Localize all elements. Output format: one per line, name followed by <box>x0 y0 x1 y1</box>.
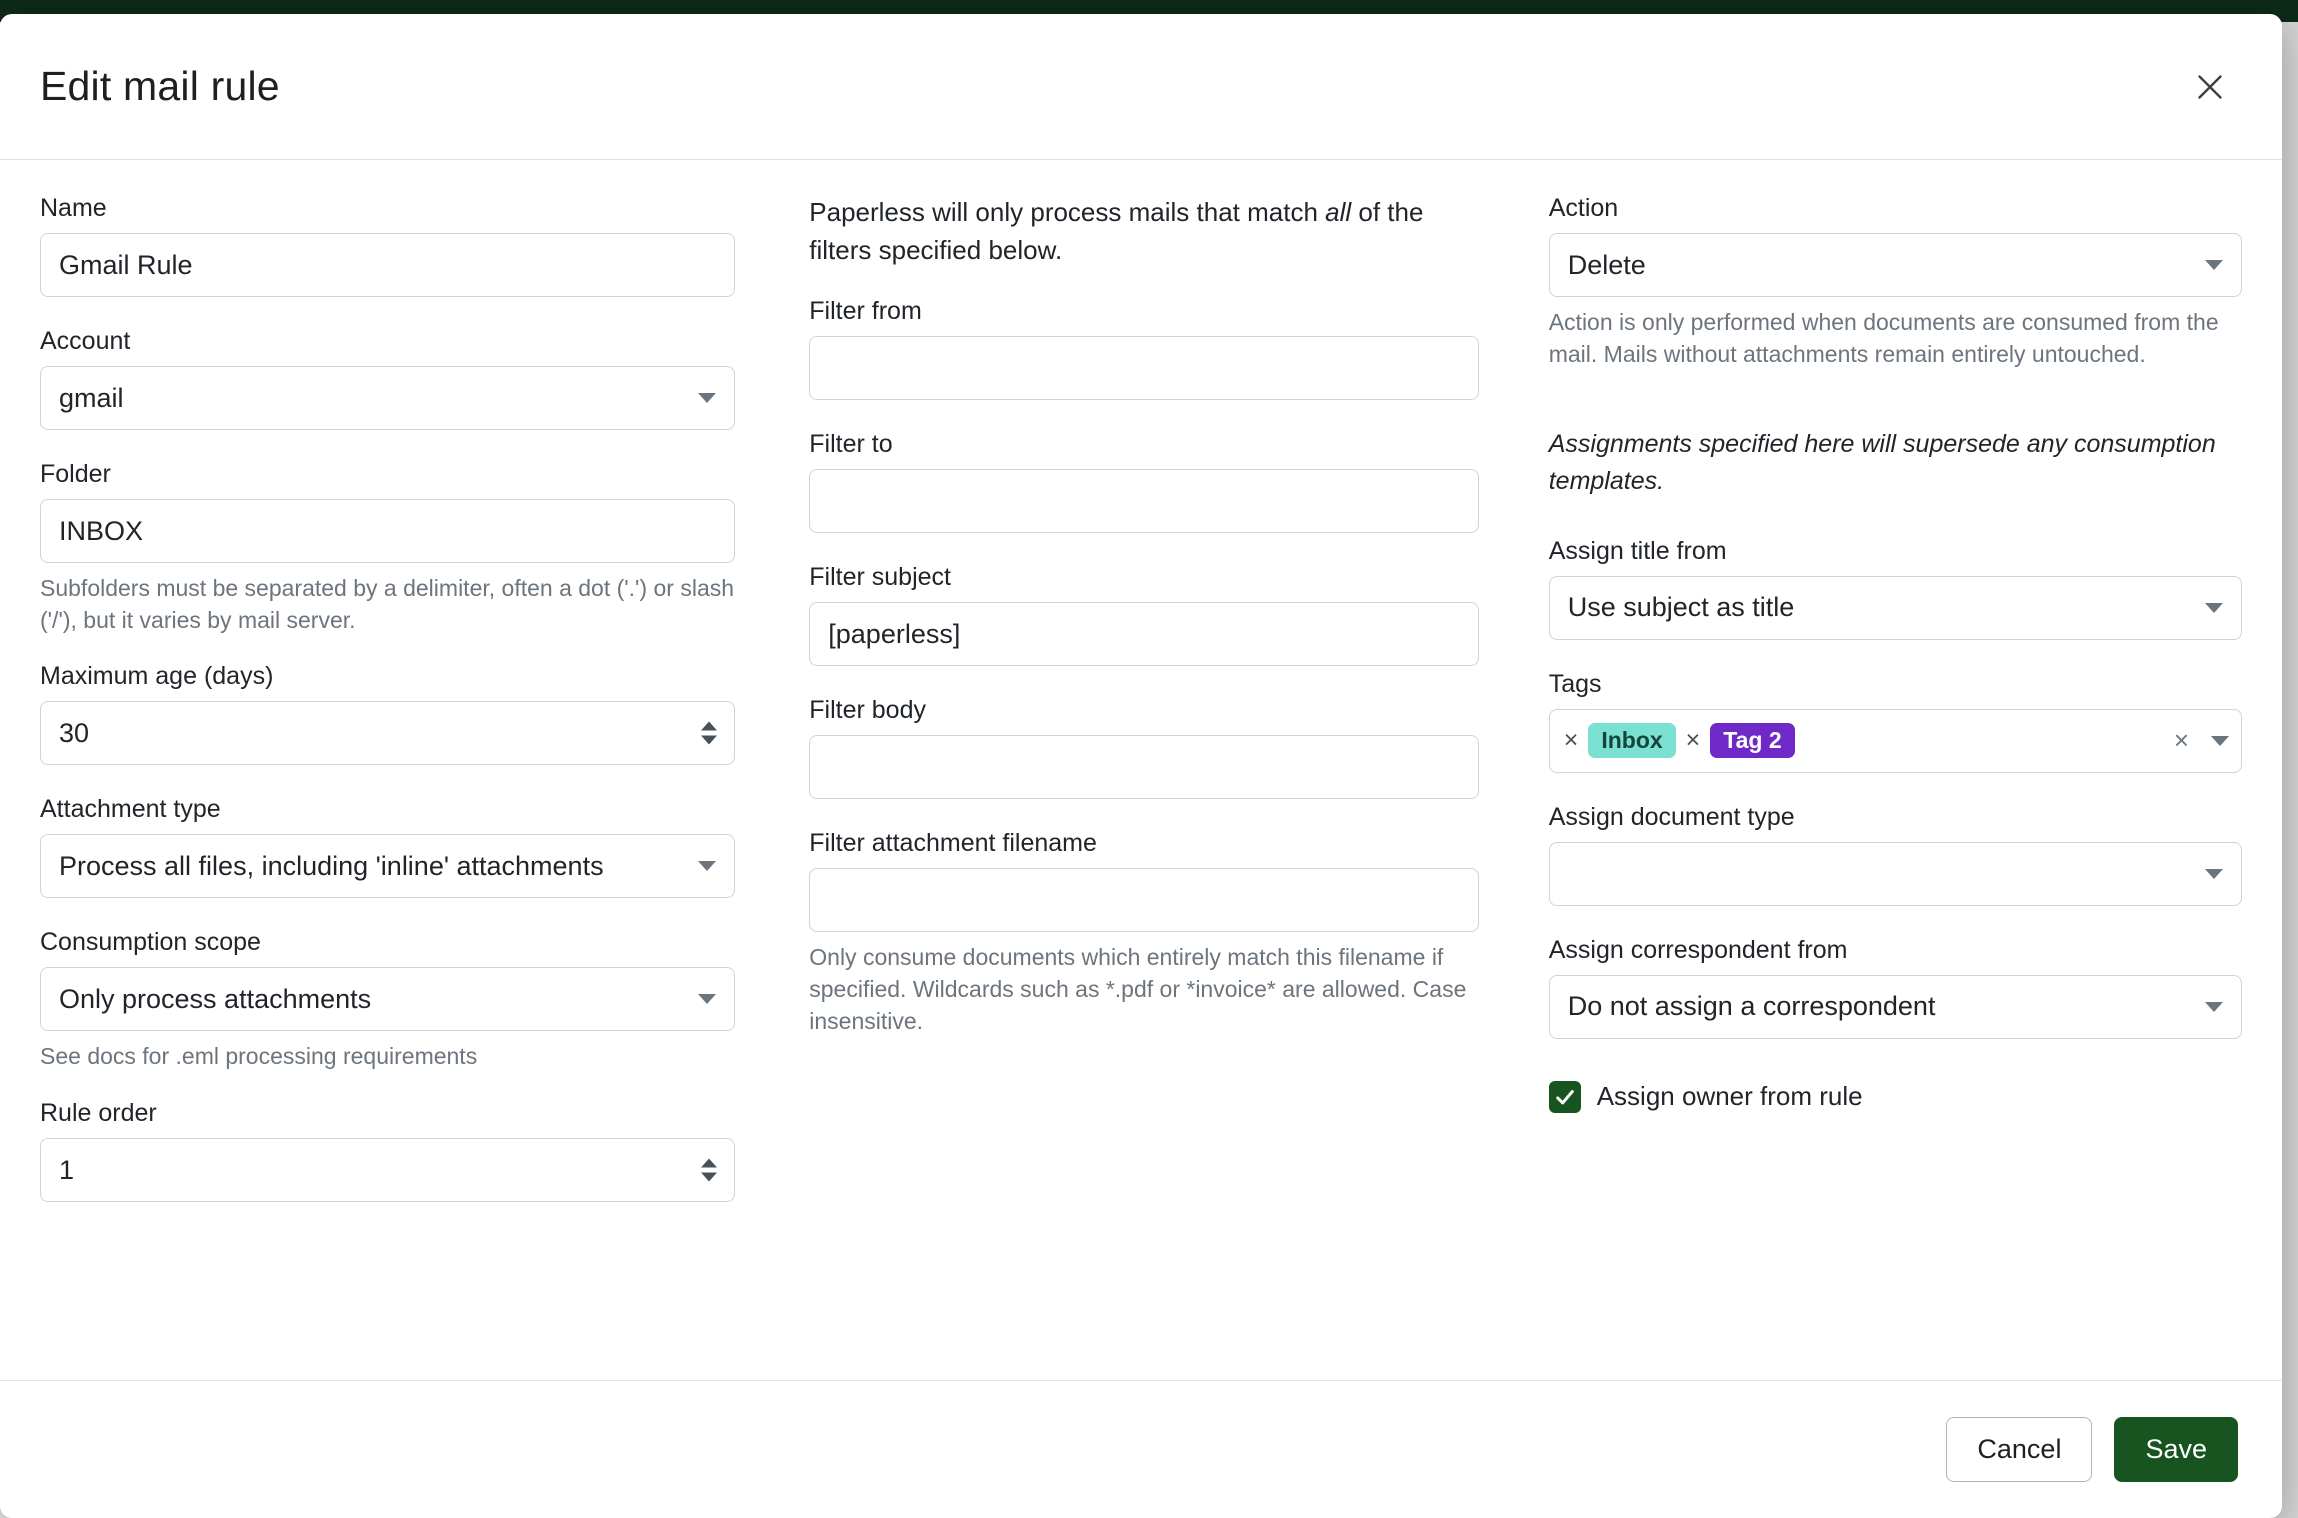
consumption-scope-value: Only process attachments <box>59 983 372 1014</box>
folder-label: Folder <box>40 460 111 488</box>
maximum-age-input[interactable] <box>40 701 735 765</box>
assign-owner-checkbox[interactable] <box>1549 1081 1581 1113</box>
stepper-down-icon[interactable] <box>701 1173 717 1182</box>
dialog-body <box>0 160 2282 1380</box>
assignments-note: Assignments specified here will supersede any consumption templates. <box>1548 430 2216 495</box>
filter-subject-label: Filter subject <box>809 563 951 592</box>
maximum-age-stepper[interactable] <box>701 722 717 745</box>
rule-order-input[interactable] <box>40 1138 735 1202</box>
chevron-down-icon <box>698 861 716 871</box>
assign-correspondent-from-label: Assign correspondent from <box>1548 935 1848 964</box>
consumption-scope-select[interactable] <box>40 967 735 1031</box>
attachment-type-label: Attachment type <box>40 795 221 824</box>
check-icon <box>1554 1086 1576 1108</box>
action-select[interactable] <box>1549 233 2242 297</box>
field-consumption-scope <box>40 928 735 1073</box>
consumption-scope-label: Consumption scope <box>40 928 261 957</box>
field-rule-order <box>40 1099 735 1202</box>
folder-help-text: Subfolders must be separated by a delimiter, often a dot ('.') or slash ('/'), but it varies by mail server. <box>40 575 735 633</box>
field-assign-title-from <box>1549 537 2242 640</box>
filter-attachment-help-text: Only consume documents which entirely match this filename if specified. Wildcards such as *.pdf or *invoice* are allowed. Case insensitive. <box>809 944 1467 1034</box>
filter-from-input[interactable] <box>809 336 1478 400</box>
clear-tags-icon[interactable]: × <box>2173 725 2189 756</box>
assign-correspondent-from-value: Do not assign a correspondent <box>1567 991 1936 1022</box>
field-filter-to <box>809 430 1478 533</box>
assign-owner-row[interactable] <box>1549 1081 2242 1113</box>
field-assign-correspondent-from <box>1549 936 2242 1039</box>
name-label: Name <box>40 194 107 222</box>
chevron-down-icon <box>698 994 716 1004</box>
cancel-button[interactable]: Cancel <box>1946 1417 2092 1482</box>
consumption-scope-help-text: See docs for .eml processing requirements <box>40 1043 478 1070</box>
action-label: Action <box>1548 194 1619 222</box>
column-actions <box>1527 194 2242 1380</box>
filter-body-input[interactable] <box>809 735 1478 799</box>
remove-tag-icon[interactable]: × <box>1563 726 1579 755</box>
field-filter-attachment-filename <box>809 829 1478 1037</box>
dialog-header <box>0 14 2282 160</box>
account-label: Account <box>40 327 131 355</box>
field-tags <box>1549 670 2242 773</box>
maximum-age-label: Maximum age (days) <box>40 662 274 691</box>
filter-to-input[interactable] <box>809 469 1478 533</box>
attachment-type-select[interactable] <box>40 834 735 898</box>
chevron-down-icon[interactable] <box>2211 736 2229 746</box>
filter-body-label: Filter body <box>809 696 926 725</box>
chevron-down-icon <box>2205 1002 2223 1012</box>
dialog-title: Edit mail rule <box>40 63 280 109</box>
intro-part-b: of the filters specified below. <box>809 197 1424 265</box>
action-help-text: Action is only performed when documents are consumed from the mail. Mails without attachments remain entirely untouched. <box>1548 309 2219 367</box>
assign-title-from-value: Use subject as title <box>1567 592 1795 623</box>
chevron-down-icon <box>2205 603 2223 613</box>
edit-mail-rule-dialog <box>0 14 2282 1518</box>
tags-input[interactable] <box>1549 709 2242 773</box>
field-assign-document-type <box>1549 803 2242 906</box>
tags-label: Tags <box>1548 669 1602 698</box>
filter-to-label: Filter to <box>809 430 893 459</box>
assign-document-type-select[interactable] <box>1549 842 2242 906</box>
assign-title-from-label: Assign title from <box>1548 536 1727 565</box>
field-maximum-age <box>40 662 735 765</box>
tag-chip[interactable] <box>1686 723 1795 758</box>
stepper-down-icon[interactable] <box>701 736 717 745</box>
account-select[interactable] <box>40 366 735 430</box>
filter-attachment-filename-label: Filter attachment filename <box>809 829 1097 858</box>
field-name <box>40 194 735 297</box>
tag-badge-1: Tag 2 <box>1710 723 1794 758</box>
field-folder <box>40 460 735 636</box>
assign-title-from-select[interactable] <box>1549 576 2242 640</box>
intro-emphasis: all <box>1325 197 1352 227</box>
chevron-down-icon <box>2205 260 2223 270</box>
rule-order-label: Rule order <box>40 1099 157 1128</box>
chevron-down-icon <box>698 393 716 403</box>
tag-badge-0: Inbox <box>1588 723 1675 758</box>
chevron-down-icon <box>2205 869 2223 879</box>
rule-order-stepper[interactable] <box>701 1159 717 1182</box>
field-filter-from <box>809 297 1478 400</box>
filters-intro-text <box>809 194 1478 269</box>
filter-from-label: Filter from <box>809 297 922 326</box>
assign-correspondent-from-select[interactable] <box>1549 975 2242 1039</box>
field-action <box>1549 194 2242 370</box>
remove-tag-icon[interactable]: × <box>1685 726 1701 755</box>
close-icon[interactable] <box>2182 59 2238 115</box>
field-filter-body <box>809 696 1478 799</box>
field-account <box>40 327 735 430</box>
intro-part-a: Paperless will only process mails that match <box>809 197 1326 227</box>
name-input[interactable] <box>40 233 735 297</box>
field-attachment-type <box>40 795 735 898</box>
field-filter-subject <box>809 563 1478 666</box>
account-value: gmail <box>59 382 124 413</box>
stepper-up-icon[interactable] <box>701 1159 717 1168</box>
assign-document-type-label: Assign document type <box>1548 802 1795 831</box>
filter-subject-input[interactable] <box>809 602 1478 666</box>
column-general <box>40 194 735 1380</box>
folder-input[interactable] <box>40 499 735 563</box>
assign-owner-label: Assign owner from rule <box>1596 1081 1863 1112</box>
dialog-footer <box>0 1380 2282 1518</box>
attachment-type-value: Process all files, including 'inline' attachments <box>59 850 604 881</box>
action-value: Delete <box>1567 249 1646 280</box>
stepper-up-icon[interactable] <box>701 722 717 731</box>
column-filters <box>783 194 1478 1380</box>
tag-chip[interactable] <box>1564 723 1676 758</box>
filter-attachment-filename-input[interactable] <box>809 868 1478 932</box>
save-button[interactable]: Save <box>2114 1417 2238 1482</box>
